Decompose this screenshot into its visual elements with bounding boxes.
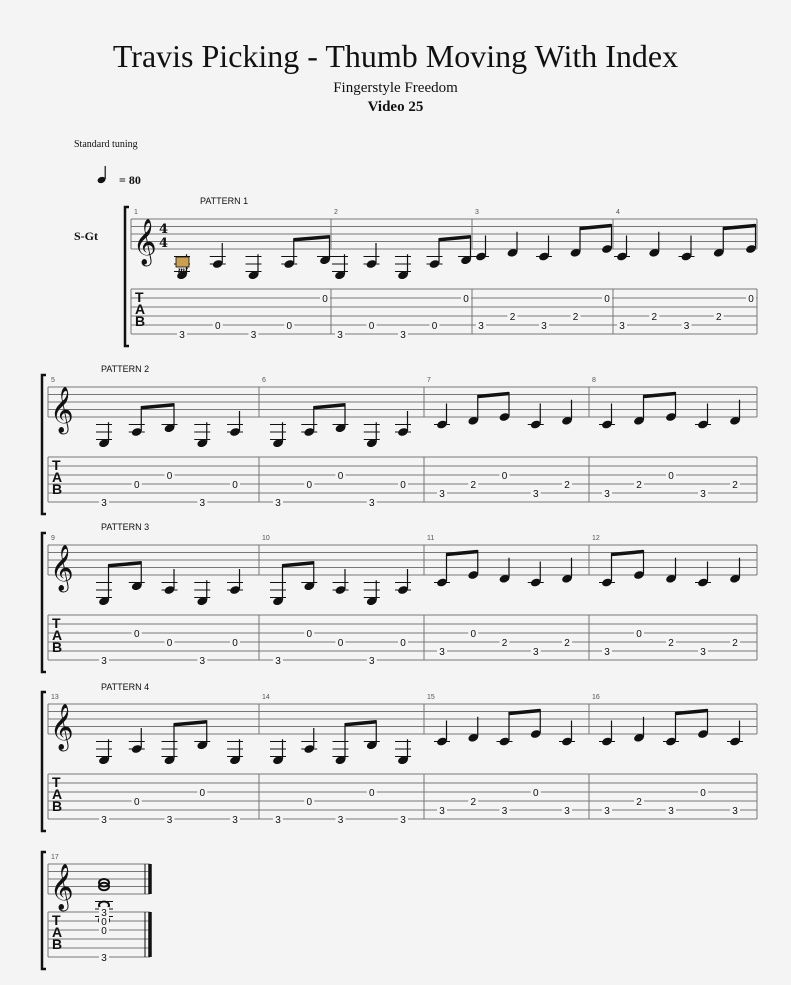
measure-number: 10 [262,535,270,542]
tab-fret-number: 3 [275,498,281,509]
measure-number: 4 [616,209,620,216]
tab-fret-number: 3 [604,489,610,500]
tab-fret-number: 3 [668,806,674,817]
tab-clef-letter: A [135,301,146,317]
note-beam [294,237,330,240]
system-bracket [42,375,46,514]
score-title: Travis Picking - Thumb Moving With Index [112,38,679,74]
measure-number: 5 [51,377,55,384]
measure-number: 16 [592,694,600,701]
tab-clef-letter: B [52,481,63,497]
tab-fret-number: 0 [748,294,754,305]
tab-fret-number: 3 [101,815,107,826]
tab-fret-number: 3 [337,330,343,341]
tab-fret-number: 3 [604,806,610,817]
tab-fret-number: 2 [564,480,570,491]
tab-clef-letter: T [135,289,144,305]
system-bracket [42,533,46,672]
measure-number: 2 [334,209,338,216]
note-beam [314,405,345,408]
tab-fret-number: 2 [715,312,722,323]
tab-fret-number: 0 [700,788,706,799]
tab-fret-number: 2 [651,312,658,323]
note-beam [676,711,708,714]
tab-fret-number: 3 [439,806,445,817]
note-beam [439,237,471,240]
measure-number: 11 [427,535,435,542]
treble-clef-icon: 𝄞 [133,219,157,265]
system-bracket [125,207,129,346]
note-beam [478,394,509,397]
tab-fret-number: 3 [532,489,539,500]
tab-fret-number: 2 [564,638,570,649]
tab-clef-letter: A [52,627,63,643]
measure-number: 6 [262,377,266,384]
treble-clef-icon: 𝄞 [50,704,74,750]
tab-clef-letter: B [52,639,63,655]
tab-fret-number: 0 [636,629,642,640]
tab-fret-number: 0 [166,471,173,482]
tab-fret-number: 0 [668,471,674,482]
tab-fret-number: 0 [368,321,375,332]
tempo-value: = 80 [119,173,141,187]
time-sig-top: 4 [159,222,169,237]
tab-fret-number: 0 [166,638,173,649]
dynamic-mf: mf [178,265,188,275]
pattern-label: PATTERN 1 [200,196,249,206]
measure-number: 12 [592,535,600,542]
tab-clef-letter: T [52,912,61,928]
note-beam [644,394,676,397]
tab-fret-number: 0 [400,638,406,649]
pattern-label: PATTERN 2 [101,364,150,374]
tab-fret-number: 0 [133,629,140,640]
tab-fret-number: 0 [286,321,293,332]
tab-clef-letter: B [52,936,63,952]
treble-clef-icon: 𝄞 [50,545,74,591]
note-beam [723,226,755,229]
tab-fret-number: 3 [275,815,281,826]
tab-fret-number: 0 [604,294,610,305]
tab-clef-letter: B [135,313,146,329]
tab-fret-number: 0 [431,321,438,332]
tab-fret-number: 0 [199,788,206,799]
tab-fret-number: 0 [306,797,313,808]
video-label: Video 25 [367,99,424,115]
tab-fret-number: 2 [732,480,738,491]
tab-fret-number: 3 [564,806,570,817]
tab-fret-number: 3 [604,647,610,658]
measure-number: 15 [427,694,435,701]
tab-clef-letter: B [52,798,63,814]
tab-clef-letter: T [52,457,61,473]
measure-number: 8 [592,377,596,384]
tab-fret-number: 3 [700,489,706,500]
tab-fret-number: 3 [275,656,281,667]
tab-fret-number: 3 [179,330,185,341]
tab-fret-number: 0 [463,294,469,305]
note-beam [447,552,478,555]
measure-number: 1 [134,209,138,216]
tab-fret-number: 3 [700,647,706,658]
treble-clef-icon: 𝄞 [50,387,74,433]
tab-fret-number: 3 [101,908,107,919]
tab-clef-letter: A [52,786,63,802]
tab-fret-number: 0 [133,797,140,808]
tab-fret-number: 0 [133,480,140,491]
tab-fret-number: 0 [101,917,107,928]
tab-fret-number: 0 [532,788,539,799]
tab-fret-number: 0 [322,294,328,305]
tab-fret-number: 3 [541,321,547,332]
tab-fret-number: 3 [439,647,445,658]
time-sig-bottom: 4 [159,236,169,251]
tab-fret-number: 2 [509,312,516,323]
tab-fret-number: 0 [337,471,344,482]
measure-number: 7 [427,377,431,384]
measure-number: 13 [51,694,59,701]
tab-fret-number: 3 [683,321,690,332]
tab-fret-number: 3 [732,806,738,817]
tab-fret-number: 2 [636,797,642,808]
tab-fret-number: 3 [439,489,445,500]
tab-fret-number: 3 [400,330,406,341]
tab-fret-number: 2 [668,638,674,649]
tab-clef-letter: T [52,615,61,631]
tab-fret-number: 2 [470,480,477,491]
system-bracket [42,852,46,969]
tab-fret-number: 0 [214,321,221,332]
note-beam [141,405,174,408]
note-beam [509,711,540,714]
tab-fret-number: 3 [101,498,107,509]
note-beam [345,722,376,725]
tab-fret-number: 2 [470,797,477,808]
tab-fret-number: 0 [306,629,313,640]
tab-fret-number: 3 [199,656,206,667]
tuning-label: Standard tuning [74,139,138,150]
tab-fret-number: 3 [532,647,539,658]
note-beam [283,563,314,566]
measure-number: 9 [51,535,55,542]
note-beam [174,722,207,725]
treble-clef-icon: 𝄞 [50,864,74,910]
measure-number: 17 [51,854,59,861]
system-bracket [42,692,46,831]
tab-fret-number: 3 [199,498,206,509]
tab-fret-number: 3 [232,815,238,826]
note-beam [612,552,644,555]
tab-fret-number: 0 [368,788,375,799]
tab-fret-number: 3 [337,815,344,826]
tab-fret-number: 3 [101,953,107,964]
instrument-label: S-Gt [74,229,98,243]
tab-clef-letter: A [52,469,63,485]
tab-fret-number: 0 [337,638,344,649]
tab-fret-number: 3 [501,806,508,817]
tab-fret-number: 2 [501,638,508,649]
tab-fret-number: 3 [400,815,406,826]
tab-fret-number: 3 [368,656,375,667]
tab-fret-number: 2 [572,312,579,323]
tab-fret-number: 0 [232,638,238,649]
tab-fret-number: 0 [400,480,406,491]
tab-clef-letter: A [52,924,63,940]
tab-fret-number: 3 [619,321,625,332]
tab-fret-number: 2 [732,638,738,649]
tab-fret-number: 3 [101,656,107,667]
tab-fret-number: 0 [470,629,477,640]
tab-fret-number: 0 [306,480,313,491]
tab-fret-number: 3 [368,498,375,509]
tab-fret-number: 3 [478,321,484,332]
tab-fret-number: 3 [166,815,173,826]
pattern-label: PATTERN 3 [101,522,150,532]
score-subtitle: Fingerstyle Freedom [333,80,458,96]
tab-fret-number: 0 [232,480,238,491]
measure-number: 14 [262,694,270,701]
tab-fret-number: 0 [101,926,107,937]
note-beam [580,226,612,229]
tab-clef-letter: T [52,774,61,790]
note-beam [109,563,142,566]
tab-fret-number: 0 [501,471,508,482]
measure-number: 3 [475,209,479,216]
pattern-label: PATTERN 4 [101,682,150,692]
tab-fret-number: 2 [636,480,642,491]
tab-fret-number: 3 [250,330,257,341]
